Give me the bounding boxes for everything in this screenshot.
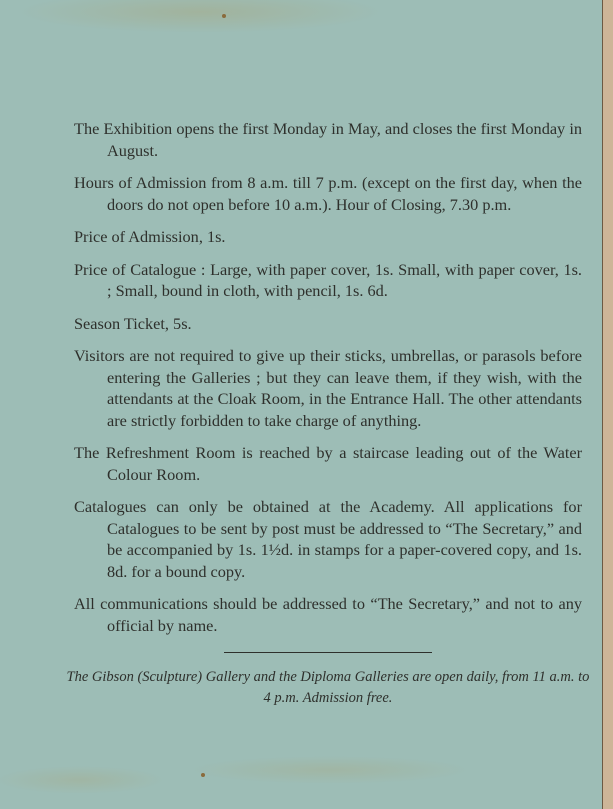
page-edge: [602, 0, 613, 809]
paragraph-exhibition-dates: The Exhibition opens the first Monday in May, and closes the first Monday in August.: [74, 119, 582, 160]
paragraph-season-ticket: Season Ticket, 5s.: [74, 313, 192, 333]
stain-spot: [201, 773, 205, 777]
paragraph-hours: Hours of Admission from 8 a.m. till 7 p.m. (except on the first day, when the doors do not open before 10 a.m.). Hour of Closing, 7.30 p.m.: [74, 173, 582, 214]
paragraph-communications: All communications should be addressed to “The Secretary,” and not to any official by name.: [74, 594, 582, 635]
paragraph-refreshment-room: The Refreshment Room is reached by a staircase leading out of the Water Colour Room.: [74, 443, 582, 484]
paragraph-catalogues-post: Catalogues can only be obtained at the Academy. All applications for Catalogues to be sent by post must be addressed to “The Secretary,” and be accompanied by 1s. 1½d. in stamps for a paper-covered copy, and 1s. 8d. for a bound copy.: [74, 497, 582, 581]
notice-text: [66, 118, 590, 709]
paragraph-catalogue-price: Price of Catalogue : Large, with paper cover, 1s. Small, with paper cover, 1s. ; Small, bound in cloth, with pencil, 1s. 6d.: [74, 259, 582, 300]
paragraph-admission-price: Price of Admission, 1s.: [74, 227, 226, 246]
paragraph-visitors: Visitors are not required to give up their sticks, umbrellas, or parasols before entering the Galleries ; but they can leave them, if they wish, with the attendants at the Cloak Room, in the Entrance Hall. The other attendants are strictly forbidden to take charge of anything.: [74, 346, 582, 430]
divider-rule: [224, 652, 432, 653]
stain-spot: [222, 14, 226, 18]
footnote-galleries: The Gibson (Sculpture) Gallery and the Diploma Galleries are open daily, from 11 a.m. to 4 p.m. Admission free.: [66, 669, 590, 706]
